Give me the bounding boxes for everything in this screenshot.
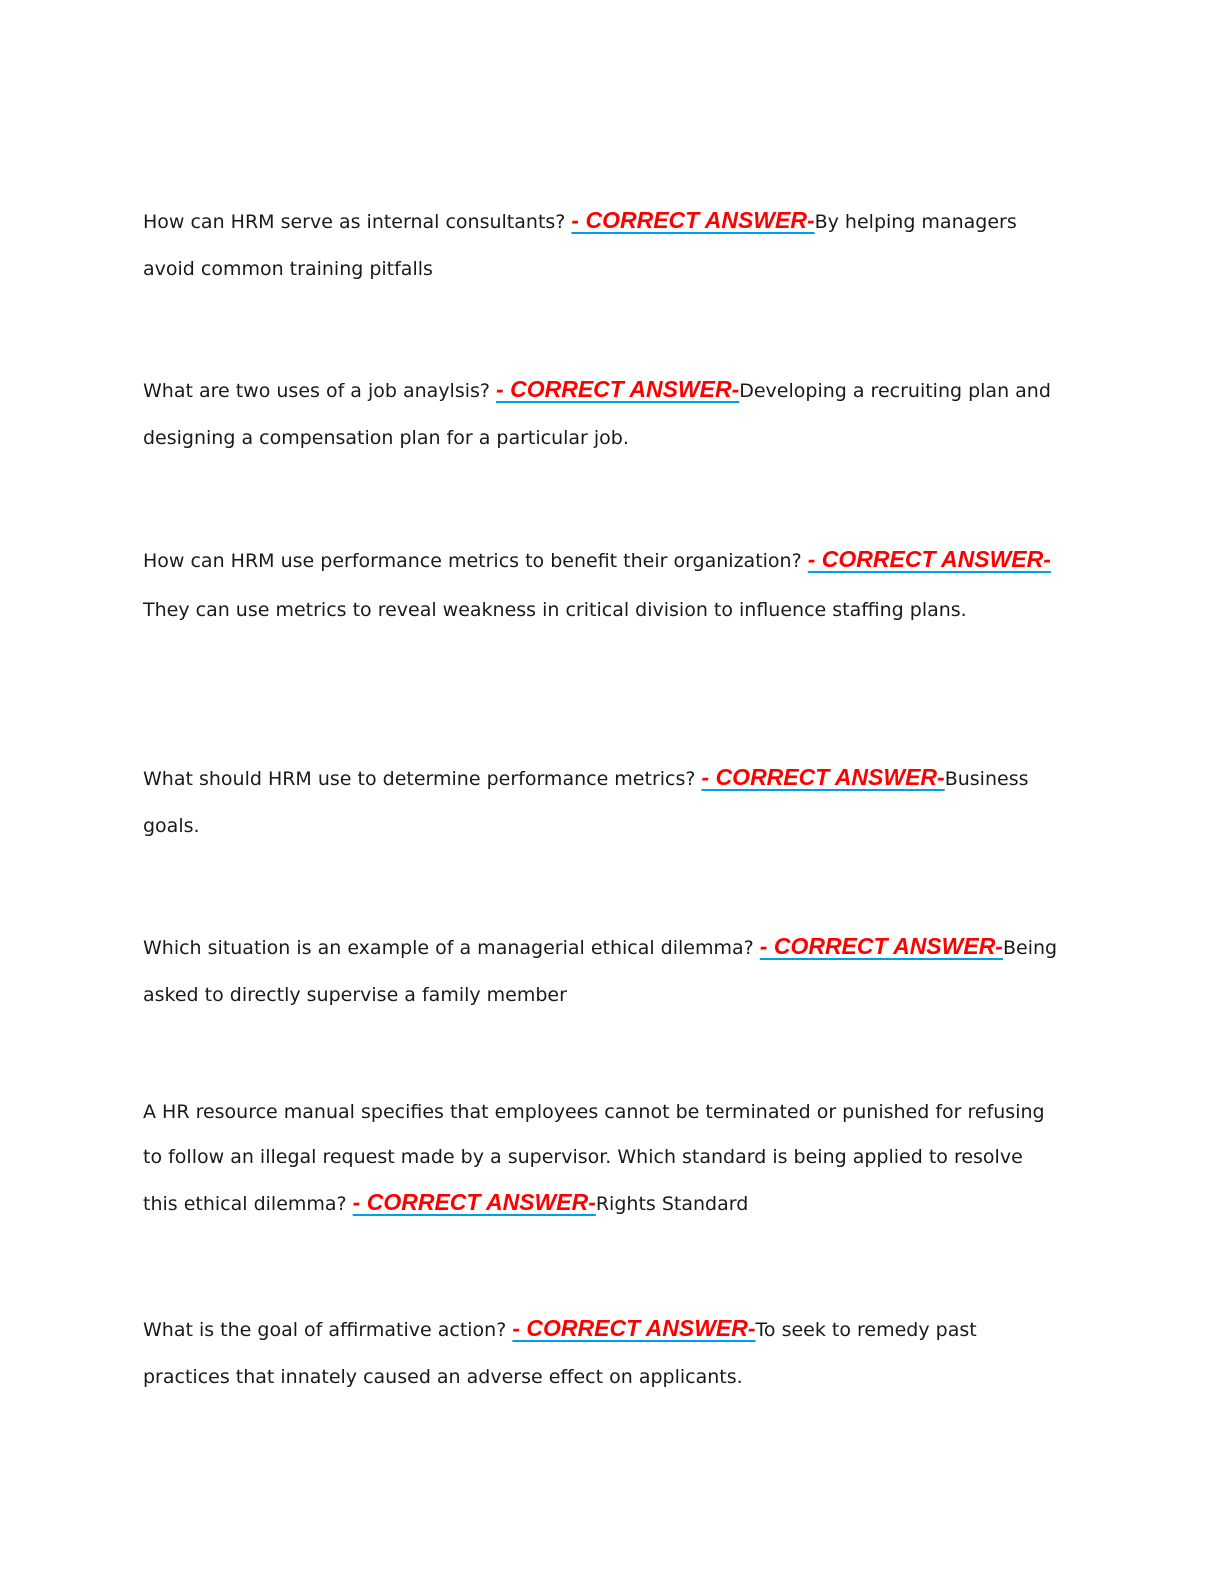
correct-answer-marker: - CORRECT ANSWER- — [352, 1189, 596, 1215]
correct-answer-marker: - CORRECT ANSWER- — [701, 764, 945, 790]
qa-item — [143, 535, 1063, 635]
question-text: Which situation is an example of a managerial ethical dilemma? — [143, 937, 760, 959]
question-text: How can HRM serve as internal consultants? — [143, 211, 572, 233]
question-text: What are two uses of a job anaylsis? — [143, 380, 497, 402]
answer-text: Business goals. — [143, 768, 1029, 837]
correct-answer-marker: - CORRECT ANSWER- — [807, 546, 1051, 572]
answer-text: Developing a recruiting plan and designing a compensation plan for a particular job. — [143, 380, 1051, 449]
correct-answer-marker: - CORRECT ANSWER- — [496, 376, 740, 402]
qa-item — [143, 923, 1063, 1019]
question-text: How can HRM use performance metrics to benefit their organization? — [143, 550, 808, 572]
correct-answer-marker: - CORRECT ANSWER- — [512, 1315, 756, 1341]
question-text: What should HRM use to determine performance metrics? — [143, 768, 702, 790]
answer-text: They can use metrics to reveal weakness in critical division to influence staffing plans. — [143, 599, 967, 621]
answer-text: By helping managers avoid common training pitfalls — [143, 211, 1017, 280]
qa-item — [143, 1305, 1063, 1401]
correct-answer-marker: - CORRECT ANSWER- — [759, 933, 1003, 959]
question-text: A HR resource manual specifies that employees cannot be terminated or punished for refusing to follow an illegal request made by a supervisor. Which standard is being applied to resolve this ethical dilemma? — [143, 1101, 1045, 1215]
qa-item — [143, 1090, 1063, 1227]
answer-text: Rights Standard — [595, 1193, 749, 1215]
correct-answer-marker: - CORRECT ANSWER- — [571, 207, 815, 233]
qa-item — [143, 754, 1063, 850]
answer-text: Being asked to directly supervise a family member — [143, 937, 1058, 1006]
answer-text: To seek to remedy past practices that innately caused an adverse effect on applicants. — [143, 1319, 977, 1388]
qa-item — [143, 366, 1063, 462]
qa-item — [143, 197, 1063, 293]
question-text: What is the goal of affirmative action? — [143, 1319, 513, 1341]
